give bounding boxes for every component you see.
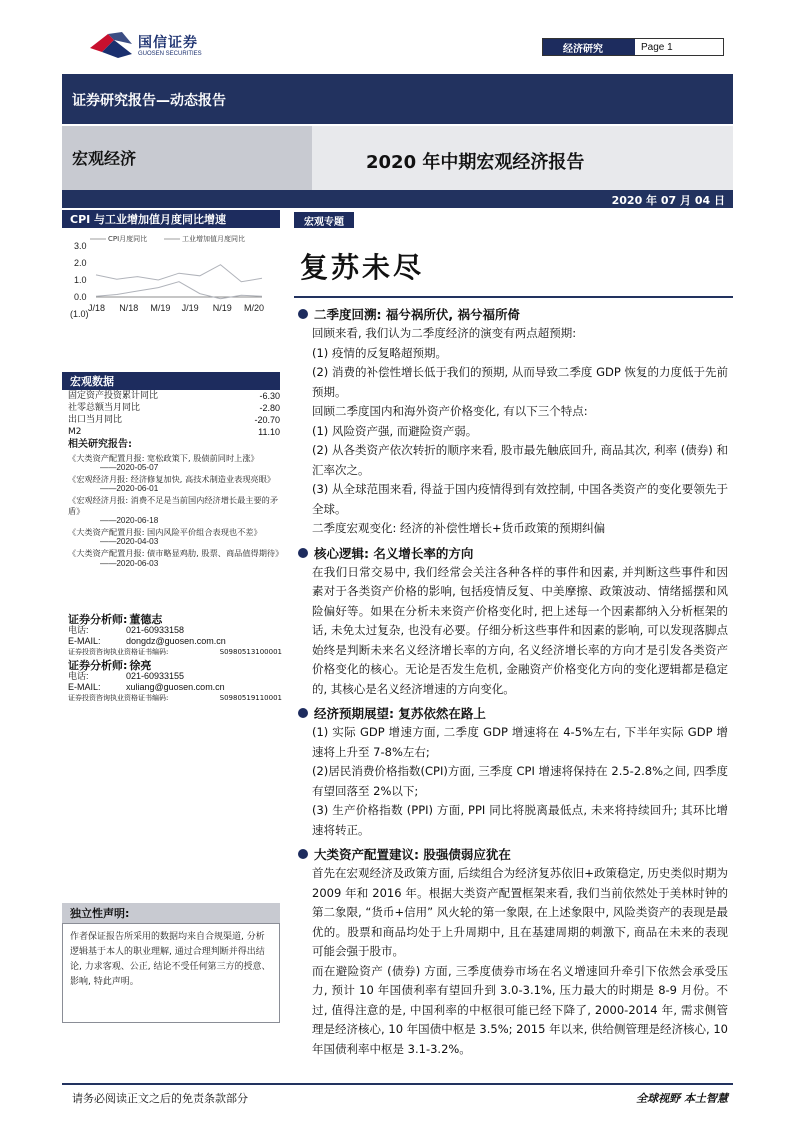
- footer-slogan: 全球视野 本土智慧: [636, 1092, 728, 1105]
- x-tick-label: J/18: [88, 303, 106, 313]
- related-report-title: 《大类资产配置月报: 国内风险平价组合表现也不差》: [68, 526, 262, 537]
- x-tick-label: M/19: [150, 303, 171, 313]
- title-rule: [294, 296, 733, 298]
- paragraph: (3) 从全球范围来看, 得益于国内疫情得到有效控制, 中国各类资产的变化要领先于全球。: [312, 482, 728, 516]
- related-report-item[interactable]: [68, 527, 282, 548]
- macro-label: M2: [68, 427, 82, 437]
- related-report-date: ——2020-06-03: [100, 558, 159, 568]
- footer-rule: [62, 1083, 733, 1085]
- analyst-name: 徐亮: [129, 659, 152, 672]
- paragraph: (2)居民消费价格指数(CPI)方面, 三季度 CPI 增速将保持在 2.5-2.8%之间, 四季度有望回落至 2%以下;: [312, 764, 728, 798]
- macro-label: 社零总额当月同比: [68, 403, 141, 413]
- analyst-block-1: [68, 614, 282, 658]
- paragraph: 回顾来看, 我们认为二季度经济的演变有两点超预期:: [312, 326, 577, 340]
- bullet-icon: [298, 309, 308, 319]
- paragraph: (1) 疫情的反复略超预期。: [312, 345, 447, 360]
- analyst-role: 证券分析师:: [68, 659, 128, 672]
- legend-cpi-label: CPI月度同比: [108, 235, 148, 243]
- related-report-item[interactable]: [68, 548, 282, 569]
- legend-industry-label: 工业增加值月度同比: [182, 235, 245, 243]
- email-label: E-MAIL:: [68, 682, 101, 692]
- chart-box-title: CPI 与工业增加值月度同比增速: [62, 210, 280, 228]
- cert-label: 证券投资咨询执业资格证书编码:: [68, 694, 169, 702]
- paragraph: (3) 生产价格指数 (PPI) 方面, PPI 同比将脱离最低点, 未来将持续回升; 其环比增速将转正。: [312, 803, 728, 837]
- disclaimer-note: 请务必阅读正文之后的免责条款部分: [72, 1092, 248, 1105]
- bullet-icon: [298, 548, 308, 558]
- paragraph: 首先在宏观经济及政策方面, 后续组合为经济复苏依旧+政策稳定, 历史类似时期为 2009 年和 2016 年。根据大类资产配置框架来看, 我们当前依然处于美林时钟的第二象限, “货币+信用” 风火轮的第一象限, 在上述象限中, 风险类资产的表现是最优的。股票和商品均处于上升周期中, 且在基建周期的刺激下, 商品在未来的表现可能会强于股市。: [312, 866, 728, 958]
- section-heading: [298, 304, 728, 324]
- paragraph: (2) 从各类资产依次转折的顺序来看, 股市最先触底回升, 商品其次, 利率 (债券) 和汇率次之。: [312, 443, 728, 477]
- macro-row: [68, 390, 280, 402]
- company-logo: [88, 30, 228, 62]
- phone-label: 电话:: [68, 671, 89, 681]
- analyst-role: 证券分析师:: [68, 613, 128, 626]
- cert-label: 证券投资咨询执业资格证书编码:: [68, 648, 169, 656]
- cpi-series-line: [96, 282, 262, 299]
- bullet-icon: [298, 708, 308, 718]
- related-report-title: 《大类资产配置月报: 宽松政策下, 股债前同时上涨》: [68, 452, 259, 463]
- related-report-title: 《大类资产配置月报: 债市略显鸡肋, 股票、商品值得期待》: [68, 547, 284, 558]
- section-heading: [298, 844, 728, 864]
- topic-tag: 宏观专题: [294, 212, 354, 228]
- related-report-title: 《宏观经济月报: 消费不足是当前国内经济增长最主要的矛盾》: [68, 494, 279, 516]
- y-tick-label: 3.0: [74, 241, 87, 251]
- section-heading-text: 大类资产配置建议: 股强债弱应犹在: [314, 847, 511, 862]
- y-tick-label: (1.0): [70, 309, 89, 319]
- related-report-date: ——2020-06-18: [100, 516, 159, 526]
- independence-title: 独立性声明:: [62, 903, 280, 923]
- analyst-name: 董德志: [129, 613, 163, 626]
- y-tick-label: 0.0: [74, 292, 87, 302]
- related-report-date: ——2020-05-07: [100, 463, 159, 473]
- analyst-cert: S0980519110001: [219, 694, 282, 702]
- x-tick-label: J/19: [181, 303, 199, 313]
- section-heading-text: 核心逻辑: 名义增长率的方向: [314, 545, 474, 561]
- x-tick-label: N/18: [119, 303, 139, 313]
- macro-data-table: [68, 390, 280, 438]
- analyst-block-2: [68, 660, 282, 704]
- section-heading: [298, 703, 728, 723]
- section-heading: [298, 543, 728, 563]
- macro-row: [68, 426, 280, 438]
- report-type: 证券研究报告—动态报告: [72, 93, 226, 109]
- macro-value: -2.80: [259, 403, 280, 413]
- article-body: [298, 300, 728, 1059]
- macro-data-title: 宏观数据: [62, 372, 280, 390]
- email-label: E-MAIL:: [68, 636, 101, 646]
- related-reports-heading: 相关研究报告:: [68, 439, 132, 450]
- cpi-industrial-chart: [62, 230, 280, 350]
- paragraph: (2) 消费的补偿性增长低于我们的预期, 从而导致二季度 GDP 恢复的力度低于先前预期。: [312, 365, 728, 399]
- macro-label: 固定资产投资累计同比: [68, 391, 159, 401]
- page-number: Page 1: [641, 41, 673, 53]
- report-title: 2020 年中期宏观经济报告: [366, 152, 585, 173]
- title-banner: [62, 126, 733, 190]
- section-heading-text: 二季度回溯: 福兮祸所伏, 祸兮福所倚: [314, 307, 520, 322]
- macro-label: 出口当月同比: [68, 415, 123, 425]
- macro-value: -20.70: [254, 415, 280, 425]
- guosen-logo-icon: [88, 30, 134, 60]
- macro-value: -6.30: [259, 391, 280, 401]
- related-reports: [68, 440, 282, 569]
- related-report-date: ——2020-04-03: [100, 537, 159, 547]
- industry-series-line: [96, 265, 262, 282]
- y-tick-label: 1.0: [74, 275, 87, 285]
- logo-name-en: GUOSEN SECURITIES: [138, 51, 202, 57]
- analyst-phone: 021-60933158: [126, 625, 185, 635]
- category-panel: [62, 126, 312, 190]
- paragraph: (1) 风险资产强, 而避险资产弱。: [312, 423, 478, 438]
- macro-row: [68, 414, 280, 426]
- independence-text: 作者保证报告所采用的数据均来自合规渠道, 分析逻辑基于本人的职业理解, 通过合理判断并得出结论, 力求客观、公正, 结论不受任何第三方的授意、影响, 特此声明。: [62, 923, 280, 1023]
- paragraph: (1) 实际 GDP 增速方面, 二季度 GDP 增速将在 4-5%左右, 下半年实际 GDP 增速将上升至 7-8%左右;: [312, 725, 728, 759]
- paragraph: 二季度宏观变化: 经济的补偿性增长+货币政策的预期纠偏: [312, 521, 606, 535]
- paragraph: 在我们日常交易中, 我们经常会关注各种各样的事件和因素, 并判断这些事件和因素对于各类资产价格的影响, 包括疫情反复、中美摩擦、政策波动、情绪摇摆和风险偏好等。如果在分析未来资产价格变化时, 把上述每一个因素都纳入分析框架的话, 未免太过复杂, 也没有必要。仔细分析这些事件和因素的影响, 可以发现落脚点始终是判断未来名义经济增长率的方向, 名义经济增长率的方向才是引发各类资产价格变化的核心。无论是否发生危机, 金融资产价格变化方向的变化逻辑都是稳定的, 其核心是名义经济增速的方向变化。: [312, 564, 728, 696]
- header-section-tag: 经济研究: [543, 39, 635, 55]
- report-type-banner: [62, 74, 733, 124]
- analyst-phone: 021-60933155: [126, 671, 185, 681]
- report-date: 2020 年 07 月 04 日: [611, 194, 725, 207]
- analyst-email[interactable]: xuliang@guosen.com.cn: [126, 682, 225, 692]
- article-title: 复苏未尽: [300, 251, 425, 284]
- macro-row: [68, 402, 280, 414]
- bullet-icon: [298, 849, 308, 859]
- related-report-title: 《宏观经济月报: 经济修复加快, 高技术制造业表现亮眼》: [68, 473, 276, 484]
- analyst-email[interactable]: dongdz@guosen.com.cn: [126, 636, 226, 646]
- related-report-date: ——2020-06-01: [100, 484, 159, 494]
- x-tick-label: N/19: [212, 303, 232, 313]
- macro-value: 11.10: [258, 427, 280, 437]
- section-heading-text: 经济预期展望: 复苏依然在路上: [314, 706, 486, 721]
- related-report-item[interactable]: [68, 474, 282, 495]
- analyst-cert: S0980513100001: [219, 648, 282, 656]
- header-tag-box: [542, 38, 724, 56]
- date-bar: [62, 190, 733, 208]
- phone-label: 电话:: [68, 625, 89, 635]
- paragraph: 而在避险资产 (债券) 方面, 三季度债券市场在名义增速回升牵引下依然会承受压力, 预计 10 年国债利率有望回升到 3.0-3.1%, 压力最大的时期是 8-9 月份。不过, 值得注意的是, 中国利率的中枢很可能已经下降了, 2000-2014 年, 需求侧管理是经济核心, 10 年国债中枢是 3.5%; 2015 年以来, 供给侧管理是经济核心, 10 年国债利率中枢是 3.1-3.2%。: [312, 963, 728, 1056]
- title-panel: [312, 126, 733, 190]
- logo-name-cn: 国信证券: [138, 35, 198, 51]
- paragraph: 回顾二季度国内和海外资产价格变化, 有以下三个特点:: [312, 404, 588, 418]
- x-tick-label: M/20: [244, 303, 265, 313]
- y-tick-label: 2.0: [74, 258, 87, 268]
- related-report-item[interactable]: [68, 453, 282, 474]
- report-category: 宏观经济: [72, 149, 137, 168]
- related-report-item[interactable]: [68, 495, 282, 527]
